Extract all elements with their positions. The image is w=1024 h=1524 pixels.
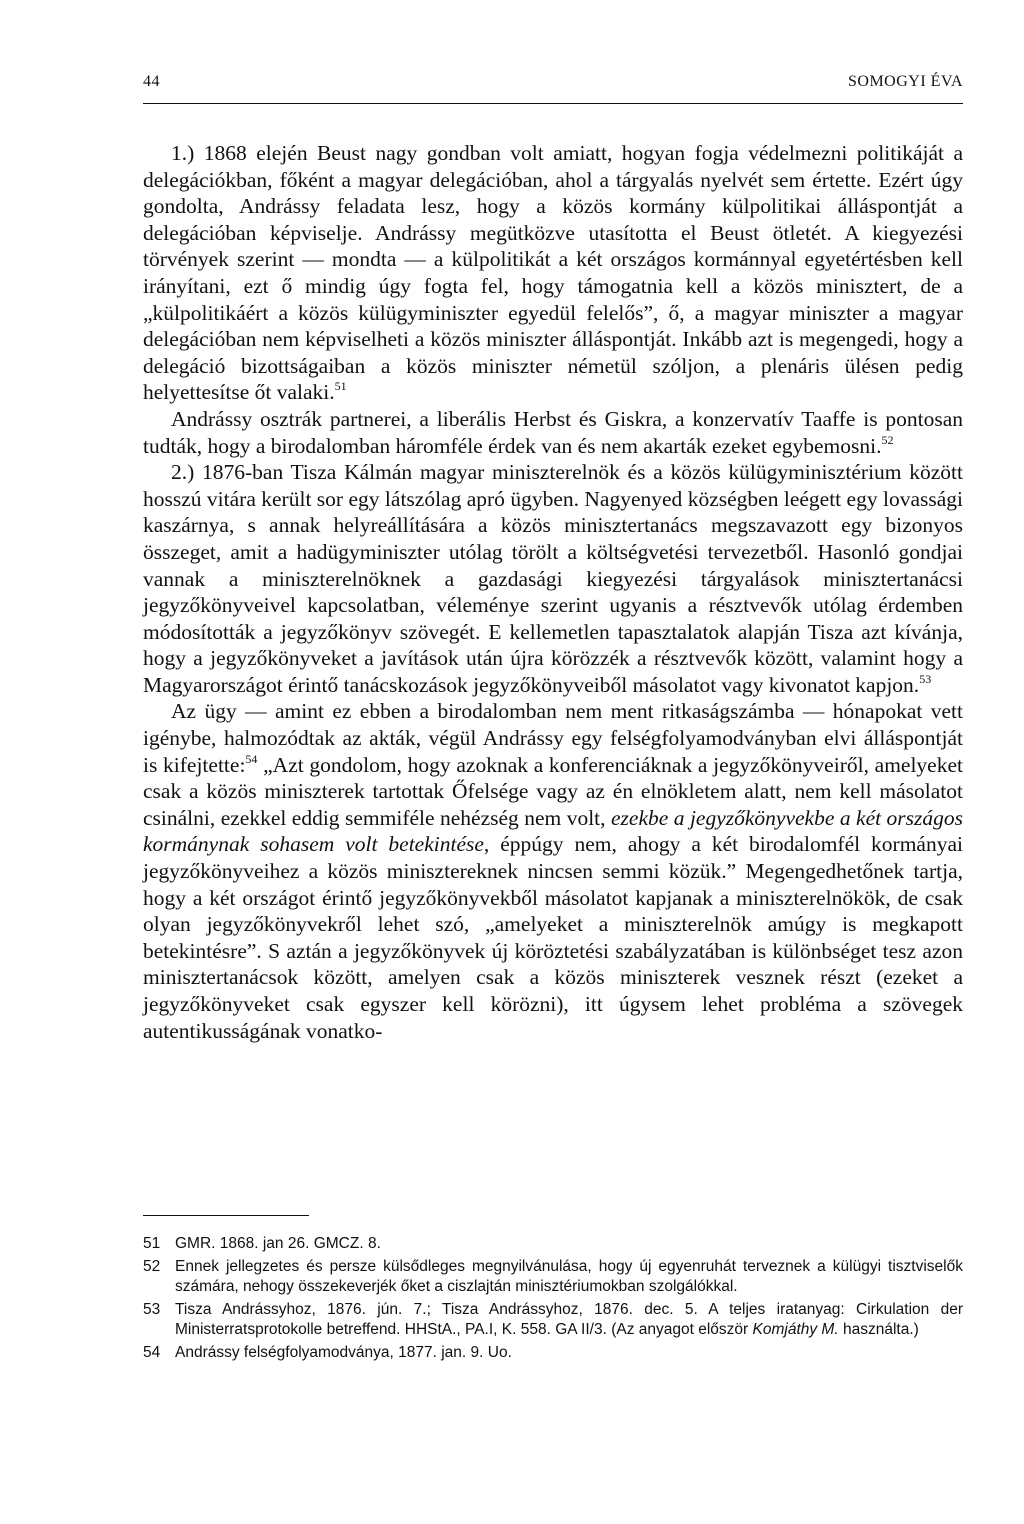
- footnote-text-part: Tisza Andrássyhoz, 1876. jún. 7.; Tisza Andrássyhoz, 1876. dec. 5. A teljes iratanyag: Cirkulation der Ministerratsprotokolle betreffend. HHStA., PA.I, K. 558. GA II/3. (Az anyagot először: [175, 1300, 963, 1338]
- body-text: [143, 140, 963, 1044]
- paragraph-2: [143, 406, 963, 459]
- footnote-number: 53: [143, 1300, 161, 1318]
- footnote-number: 54: [143, 1343, 161, 1361]
- footnotes: [143, 1234, 963, 1365]
- footnote-number: 51: [143, 1235, 161, 1252]
- footnote-53: [143, 1300, 963, 1341]
- paragraph-text: „Azt gondolom, hogy azoknak a konferenciáknak a jegyzőkönyveiről, amelyeket csak a közös miniszterek tartottak Őfelsége vagy az én elnökletem alatt, nem kell másolatot csinálni, ezekkel eddig semmiféle nehézség nem volt,: [143, 752, 963, 830]
- page-header: [143, 73, 963, 97]
- footnote-51: [143, 1234, 963, 1255]
- paragraph-text: Andrássy osztrák partnerei, a liberális Herbst és Giskra, a konzervatív Taaffe is pontosan tudták, hogy a birodalomban háromféle érdek van és nem akarták ezeket egybemosni.: [143, 406, 963, 458]
- page: [143, 0, 963, 1524]
- paragraph-3: [143, 459, 963, 698]
- footnote-text: [175, 1300, 963, 1341]
- paragraph-text: 2.) 1876-ban Tisza Kálmán magyar miniszterelnök és a közös külügyminisztérium között hosszú vitára került sor egy látszólag apró ügyben. Nagyenyed községben leégett egy lovassági kaszárnya, s annak helyreállítására a közös minisztertanács megszavazott egy bizonyos összeget, amit a hadügyminiszter utólag törölt a költségvetési tervezetből. Hasonló gondjai vannak a miniszterelnöknek a gazdasági kiegyezési tárgyalások minisztertanácsi jegyzőkönyveivel kapcsolatban, véleménye szerint ugyanis a résztvevők utólag érdemben módosították a jegyzőkönyv szövegét. E kellemetlen tapasztalatok alapján Tisza azt kívánja, hogy a jegyzőkönyveket a javítások után újra körözzék a résztvevők között, valamint hogy a Magyarországot érintő tanácskozások jegyzőkönyveiből másolatot vagy kivonatot kapjon.: [143, 460, 963, 697]
- footnote-ref-53[interactable]: 53: [919, 671, 932, 686]
- footnote-ref-54[interactable]: 54: [245, 751, 258, 766]
- footnote-text: GMR. 1868. jan 26. GMCZ. 8.: [175, 1235, 381, 1252]
- paragraph-text: 1.) 1868 elején Beust nagy gondban volt amiatt, hogyan fogja védelmezni politikáját a delegációkban, főként a magyar delegációban, ahol a tárgyalás nyelvét sem értette. Ezért úgy gondolta, Andrássy feladata lesz, hogy a közös kormány külpolitikai álláspontját a delegációban képviselje. Andrássy megütközve utasította el Beust ötletét. A kiegyezési törvények szerint — mondta — a külpolitikát a két országos kormánnyal egyetértésben kell irányítani, ezt ő mindig úgy fogta fel, hogy támogatnia kell a közös minisztert, de a „külpolitikáért a közös külügyminiszter egyedül felelős”, ő, a magyar miniszter a magyar delegációban nem képviselheti a közös miniszter álláspontját. Inkább azt is megengedi, hogy a delegáció bizottságaiban a közös miniszter németül szóljon, a plenáris ülésen pedig helyettesítse őt valaki.: [143, 141, 963, 405]
- italic-emphasis: ezekbe a jegyzőkönyvekbe a két országos kormánynak sohasem volt betekintése: [143, 805, 963, 857]
- footnote-text: Andrássy felségfolyamodványa, 1877. jan. 9. Uo.: [175, 1343, 512, 1361]
- footnote-ref-52[interactable]: 52: [881, 432, 894, 447]
- running-head: SOMOGYI ÉVA: [848, 73, 963, 90]
- footnote-text-part: használta.): [838, 1321, 919, 1338]
- footnote-text: Ennek jellegzetes és persze külsődleges megnyilvánulása, hogy új egyenruhát terveznek a külügyi tisztviselők számára, nehogy összekeverjék őket a ciszlajtán minisztériumokban szolgálókkal.: [175, 1257, 963, 1295]
- footnote-52: [143, 1257, 963, 1298]
- footnote-italic-author: Komjáthy M.: [752, 1321, 839, 1338]
- paragraph-1: [143, 140, 963, 406]
- page-number: 44: [143, 73, 160, 90]
- footnote-rule: [143, 1215, 309, 1216]
- footnote-ref-51[interactable]: 51: [334, 379, 347, 394]
- footnote-54: [143, 1343, 963, 1364]
- paragraph-text: , éppúgy nem, ahogy a két birodalomfél kormányai jegyzőkönyveihez a közös minisztereknek nincsen semmi közük.” Megengedhetőnek tartja, hogy a két országot érintő jegyzőkönyvekből másolatot kapjanak a miniszterelnökök, de csak olyan jegyzőkönyvekről lehet szó, „amelyeket a miniszterelnök amúgy is megkapott betekintésre”. S aztán a jegyzőkönyvek új köröztetési szabályzatában is különbséget tesz azon minisztertanácsok között, amelyen csak a közös miniszterek vesznek részt (ezeket a jegyzőkönyveket csak egyszer kell körözni), itt úgysem lehet probléma a szövegek autentikusságának vonatko-: [143, 832, 963, 1043]
- header-rule: [143, 103, 963, 104]
- footnote-number: 52: [143, 1257, 161, 1275]
- paragraph-4: [143, 698, 963, 1044]
- paragraph-text: Az ügy — amint ez ebben a birodalomban nem ment ritkaságszámba — hónapokat vett igénybe, halmozódtak az akták, végül Andrássy egy felségfolyamodványban elvi álláspontját is kifejtette:: [143, 699, 963, 777]
